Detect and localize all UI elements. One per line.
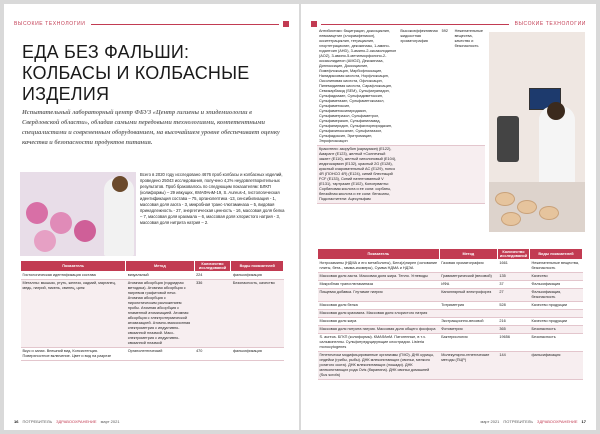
- table-cell: Фотометрия: [439, 326, 497, 334]
- footer-label: ПОТРЕБИТЕЛЬ: [503, 419, 534, 424]
- table-cell: Гравиметрический (весовой): [439, 273, 497, 281]
- table-cell: 27: [497, 289, 529, 302]
- table-cell: ИФА: [439, 281, 497, 289]
- table-row: [21, 272, 284, 280]
- table-row: [318, 326, 583, 334]
- table-cell: 19656: [497, 334, 529, 352]
- table-cell: [453, 146, 485, 204]
- table-cell: Массовая доля крахмала. Массовая доля хлористого натрия: [318, 310, 440, 318]
- column-header: Виды показателей: [530, 249, 583, 260]
- table-row: [21, 280, 284, 348]
- table-cell: 470: [194, 348, 231, 361]
- left-footer: [14, 419, 289, 424]
- table-cell: 216: [497, 318, 529, 326]
- section-label: ВЫСОКИЕ ТЕХНОЛОГИИ: [514, 21, 586, 27]
- table-cell: [398, 146, 439, 204]
- column-header: Количество исследований: [194, 261, 231, 272]
- table-cell: Капиллярный электрофорез: [439, 289, 497, 302]
- column-header: Показатель: [318, 249, 440, 260]
- column-header: Показатель: [21, 261, 126, 272]
- title-line: ИЗДЕЛИЯ: [22, 84, 110, 104]
- table-cell: Массовая доля жира: [318, 318, 440, 326]
- body-text: [140, 172, 286, 226]
- methods-table: [317, 248, 583, 380]
- table-row: [318, 281, 583, 289]
- table-row: [318, 318, 583, 326]
- table-cell: Гистологическая идентификация состава: [21, 272, 126, 280]
- table-cell: 144: [497, 352, 529, 380]
- table-cell: Молекулярно-генетические методы (ПЦР): [439, 352, 497, 380]
- table-cell: Микробная трансглютаминаза: [318, 281, 440, 289]
- footer-magazine: ЗДРАВООХРАНЕНИЕ: [537, 419, 578, 424]
- header-rule: [321, 24, 509, 25]
- table-cell: фальсификация: [530, 352, 583, 380]
- table-row: [317, 28, 485, 146]
- right-header: [311, 20, 586, 28]
- table-cell: Безопасность: [530, 334, 583, 352]
- footer-magazine: ЗДРАВООХРАНЕНИЕ: [56, 419, 97, 424]
- table-cell: Безопасность: [530, 326, 583, 334]
- table-cell: 224: [194, 272, 231, 280]
- table-cell: Массовая доля белка: [318, 302, 440, 310]
- table-cell: Атомная абсорбция (гидридная методика). Атомная абсорбция с нагревом графитовой печи. Атомная абсорбция с пиролитическим разложением пробы. Атомная абсорбция с пламенной атомизацией. Атомная абсорбция с электротермической атомизацией. Атомно-эмиссионная спектрометрия с индуктивно-связанной плазмой. Масс-спектрометрия с индуктивно-связанной плазмой: [126, 280, 194, 348]
- title-line: ЕДА БЕЗ ФАЛЬШИ:: [22, 42, 190, 62]
- magazine-spread: [4, 4, 596, 430]
- table-cell: Массовая доля нитрита натрия. Массовая доля общего фосфора: [318, 326, 440, 334]
- table-row: [318, 273, 583, 281]
- table-row: [318, 289, 583, 302]
- left-page: [4, 4, 299, 430]
- table-row: [317, 146, 485, 204]
- table-cell: [439, 310, 497, 318]
- page-title: [22, 42, 249, 105]
- table-cell: 528: [497, 302, 529, 310]
- lead-paragraph: Испытательный лабораторный центр ФБУЗ «Центр гигиены и эпидемиологии в Свердловской области», обладая самыми передовыми технологиями, компетентными специалистами и современным оборудованием, на высочайшем уровне обеспечивает оценку качества и безопасности продуктов питания.: [22, 109, 280, 146]
- table-cell: фальсификация: [231, 348, 284, 361]
- table-cell: [530, 310, 583, 318]
- table-cell: Качество: [530, 273, 583, 281]
- header-square-icon: [311, 21, 317, 27]
- table-row: [318, 310, 583, 318]
- table-row: [21, 348, 284, 361]
- table-cell: Металлы: мышьяк, ртуть, железо, кадмий, марганец, медь, натрий, никель, свинец, цинк: [21, 280, 126, 348]
- lab-photo: [20, 172, 136, 256]
- table-cell: S. aureus. БГКП (колиформы). КМАФАнМ. Патогенные, в т.ч. сальмонеллы. Сульфитредуцирующие клостридии. Listeria monocytogenes: [318, 334, 440, 352]
- column-header: Метод: [439, 249, 497, 260]
- table-cell: Нежелательные вещества, безопасность: [530, 260, 583, 273]
- table-cell: Бактериология: [439, 334, 497, 352]
- table-cell: Газовая хроматография: [439, 260, 497, 273]
- page-number: 17: [581, 419, 586, 424]
- table-cell: Нитрозамины (НДМА и его метаболиты), Бенз(а)пирен (основание плиты, бета-, гамма-изомеры), Сумма НДМА и НДЭА: [318, 260, 440, 273]
- table-cell: Массовая доля азота. Массовая доля жира. Тепло. Углеводы: [318, 273, 440, 281]
- footer-date: март 2021: [100, 419, 120, 424]
- table-cell: Высокоэффективная жидкостная хроматография: [398, 28, 439, 146]
- title-line: КОЛБАСЫ И КОЛБАСНЫЕ: [22, 63, 250, 83]
- table-row: [318, 260, 583, 273]
- body-paragraph: Всего в 2020 году исследовано 4676 проб колбасы и колбасных изделий, проведено 25043 исследования, получено 4,2% неудовлетворительных результатов. Проб браковалось по следующим показателям: БЛКП (колиформы) – 29 ивкущих, КМАФАнМ-19, S. Aureus-4, гистологическая идентификация состава – 75, органолептика -13, сенсибилизация - 1, массовая доля азота - 3, микробная транс-глютаминаза – 5, видовая принадлежность - 27, энергетическая ценность - 16, массовая доля белка – 7, массовая доля крахмала – 6, массовая доля хлористого натрия - 3, массовая доля нитрита натрия – 2.: [140, 172, 285, 225]
- table-cell: Фальсификация, безопасность: [530, 289, 583, 302]
- table-cell: Качество продукции: [530, 318, 583, 326]
- table-cell: Безопасность, качество: [231, 280, 284, 348]
- table-cell: 37: [497, 281, 529, 289]
- footer-label: ПОТРЕБИТЕЛЬ: [22, 419, 53, 424]
- table-cell: Вкус и запах. Внешний вид. Консистенция. Поверхностное включение. Цвет и вид на разрезе: [21, 348, 126, 361]
- table-cell: Красители: азорубин (кармуазин) (E122), Амарант (E123), желтый «Солнечный закат» (E110), желтый хинолиновый (E104), индигокармин (E132), красный 2G (E128), красный очаровательный АС (E129), понсо 4R (ПОНСО 4R) (E124), синий блестящий FCF (E133), Синий патентованный V (E131), тартразин (E102), Консерванты: Сорбиновая кислота и ее соли: сорбаты, бензойная кислота и ее соли: бензоаты, Подсластители: Ацесульфам: [317, 146, 398, 204]
- table-header-row: [318, 249, 583, 260]
- continued-table: [317, 28, 485, 204]
- table-header-row: [21, 261, 284, 272]
- right-page: [301, 4, 596, 430]
- table-cell: Органолептический: [126, 348, 194, 361]
- table-cell: Качество продукции: [530, 302, 583, 310]
- table-cell: 1661: [497, 260, 529, 273]
- table-cell: 336: [194, 280, 231, 348]
- table-cell: Титриметрия: [439, 302, 497, 310]
- table-cell: Фальсификация: [530, 281, 583, 289]
- table-cell: Пищевая добавка. Глутамат натрия: [318, 289, 440, 302]
- table-cell: Генетически модифицированные организмы (ГМО). ДНК курицы, индейки (грибы, рыбы). ДНК млекопитающих (свиньи, мелкого рогатого скота). ДНК млекопитающих (лошади). ДНК млекопитающих рода Ovis (баранина). ДНК свиньи домашней (Sus scrofa): [318, 352, 440, 380]
- table-cell: 135: [497, 273, 529, 281]
- results-table: [20, 260, 284, 361]
- table-row: [318, 334, 583, 352]
- table-cell: Экстракционно-весовой: [439, 318, 497, 326]
- column-header: Количество исследований: [497, 249, 529, 260]
- right-footer: [311, 419, 586, 424]
- header-square-icon: [283, 21, 289, 27]
- footer-date: март 2021: [480, 419, 500, 424]
- table-cell: Антибиотики: бацитрацин, доксициклин, левомицетин (хлорамфеникол), окситетрациклин, тетрациклин, хлортетрациклин, декокиназы, 1-амино-гидантоин (AHD), 3-амино-2-оксазолидинон (AOZ), 3-амино-5-метилморфолино-2-оксазолидинон (AMOZ), Декокиназа, Диплоксицин, Доксициклин, Ломефлоксацин, Марбофлоксацин, Налидиксовая кислота, Норфлоксацин, Оксолиновая кислота, Офлоксацин, Пипемидиевая кислота, Сарафлоксацин, Семикарбазид (SEM), Сульфагуанидин, Сульфадиазин, Сульфадиметоксин, Сульфаметазин, Сульфаметоксазол, Сульфаметоксин, Сульфаметоксипиридазин, Сульфаметразол, Сульфаметрол, Сульфамеразин, Сульфаниламид, Сульфапиридин, Сульфахлорпиридазин, Сульфахиноксалин, Сульфатиазол, Сульфадоксин, Эритромицин, Энрофлоксацин: [317, 28, 398, 146]
- table-cell: [440, 146, 453, 204]
- table-cell: фальсификация: [231, 272, 284, 280]
- header-rule: [91, 24, 279, 25]
- table-cell: Нежелательные вещества, качество и безопасность: [453, 28, 485, 146]
- left-header: [14, 20, 289, 28]
- table-cell: [497, 310, 529, 318]
- column-header: Виды показателей: [231, 261, 284, 272]
- table-row: [318, 352, 583, 380]
- table-cell: визуальный: [126, 272, 194, 280]
- table-row: [318, 302, 583, 310]
- lab-photo-microscope: [489, 32, 585, 232]
- section-label: ВЫСОКИЕ ТЕХНОЛОГИИ: [14, 21, 86, 27]
- page-number: 16: [14, 419, 19, 424]
- column-header: Метод: [126, 261, 194, 272]
- table-cell: 365: [497, 326, 529, 334]
- table-cell: 592: [440, 28, 453, 146]
